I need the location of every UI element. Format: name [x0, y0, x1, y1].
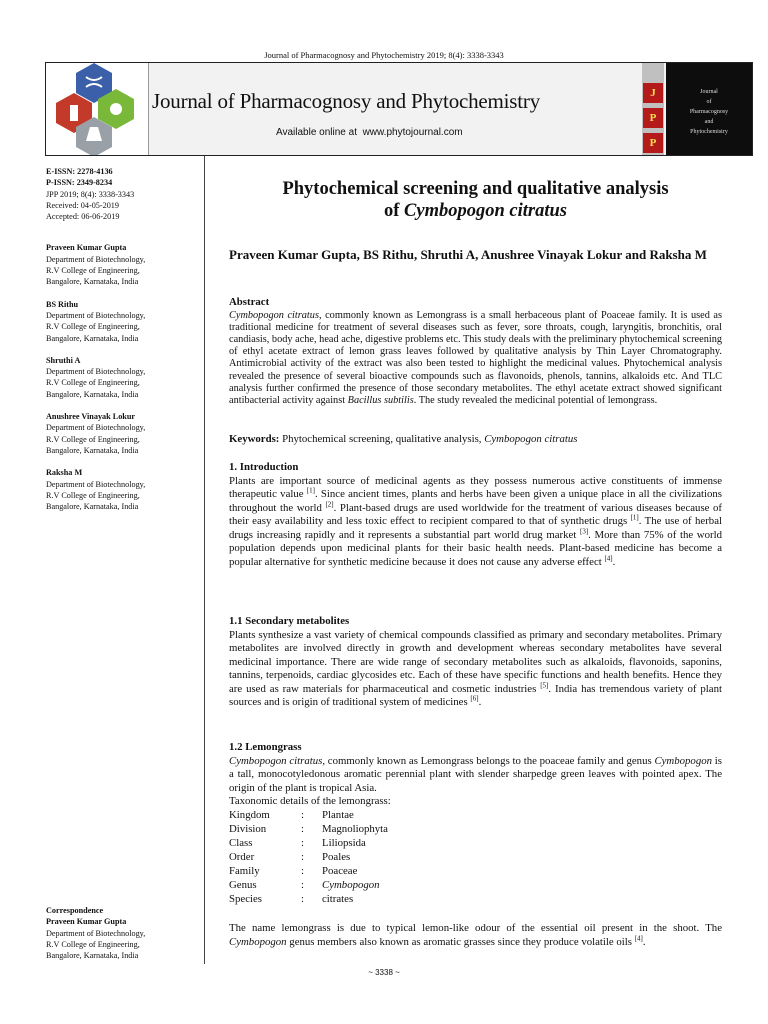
affiliation-block [46, 355, 206, 400]
affiliation-college: R.V College of Engineering, [46, 322, 140, 332]
keywords-label: Keywords: [229, 433, 280, 445]
affiliation-dept: Department of Biotechnology, [46, 254, 146, 264]
affiliation-college: R.V College of Engineering, [46, 378, 140, 388]
intro-text: . More than 75% of the world population depends upon medicinal plants for their basic health needs. Plant-based medicine has become a popular alternative for synthetic medicine because it does not cause any adverse effect [229, 528, 722, 568]
tax-value: Poales [322, 850, 351, 863]
affiliation-name: Anushree Vinayak Lokur [46, 412, 136, 422]
abstract-species: Cymbopogon citratus [229, 309, 319, 321]
tax-rank: Order [229, 850, 255, 863]
received-date: Received: 04-05-2019 [46, 200, 119, 210]
tax-value: Liliopsida [322, 836, 366, 849]
citation-ref[interactable]: [5] [540, 680, 549, 689]
jpp-letter-p2: P [643, 133, 663, 153]
keywords-line [229, 433, 722, 447]
article-title [229, 178, 722, 222]
affiliation-city: Bangalore, Karnataka, India [46, 389, 139, 399]
sec11-text: . India has tremendous variety of plant sources and is origin of traditional system of medicines [229, 682, 723, 708]
tax-sep: : [301, 808, 304, 821]
taxonomy-row [229, 837, 388, 851]
affiliation-name: Praveen Kumar Gupta [46, 243, 127, 253]
intro-text: Plants are important source of medicinal agents as they possess numerous active constituents of immense therapeutic value [229, 474, 722, 500]
last-text: genus members also known as aromatic grasses since they produce volatile oils [286, 935, 635, 948]
title-of: of [384, 201, 400, 221]
sec12-text: is a tall, monocotyledonous aromatic perennial plant with slender sharpedge green leaves with pointed apex. The origin of the plant is tropical Asia. [229, 754, 722, 794]
title-line-1: Phytochemical screening and qualitative analysis [282, 179, 669, 199]
tax-sep: : [301, 836, 304, 849]
correspondence-block [46, 905, 206, 961]
accepted-date: Accepted: 06-06-2019 [46, 212, 120, 222]
abstract-heading: Abstract [229, 296, 270, 308]
side-text-line: Phytochemistry [690, 129, 728, 135]
journal-side-label [666, 63, 752, 155]
sec12-species: Cymbopogon citratus [229, 754, 323, 767]
title-species: Cymbopogon citratus [404, 201, 567, 221]
correspondence-dept: Department of Biotechnology, [46, 928, 146, 938]
correspondence-city: Bangalore, Karnataka, India [46, 951, 139, 961]
citation-ref[interactable]: [4] [604, 553, 613, 562]
abstract-section [229, 296, 722, 407]
tax-rank: Kingdom [229, 808, 270, 821]
running-head: Journal of Pharmacognosy and Phytochemistry 2019; 8(4): 3338-3343 [264, 50, 504, 60]
citation-ref[interactable]: [1] [630, 513, 639, 522]
sec12-text: , commonly known as Lemongrass belongs to the poaceae family and genus [322, 754, 655, 767]
sec11-text: Plants synthesize a vast variety of chemical compounds classified as primary and secondary metabolites. Primary metabolites are involved directly in growth and development whereas secondary metabolites have several medicinal importance. There are wide range of secondary metabolites such as alkaloids, flavonoids, saponins, tannins, terpenoids, cardiac glycosides etc. Each of these have specific functions and health benefits. Hence they are used as raw materials for pharmaceutical and cosmetic industries [229, 628, 722, 695]
affiliation-college: R.V College of Engineering, [46, 490, 140, 500]
last-text: The name lemongrass is due to typical lemon-like odour of the essential oil present in the shoot. The [229, 922, 722, 934]
secondary-metabolites-section [229, 615, 722, 710]
taxonomy-table [229, 809, 388, 907]
affiliation-dept: Department of Biotechnology, [46, 310, 146, 320]
tax-sep: : [301, 878, 304, 891]
journal-banner [45, 62, 753, 156]
available-label: Available online at [276, 127, 357, 138]
affiliation-name: Raksha M [46, 468, 83, 478]
citation-ref[interactable]: [2] [325, 499, 334, 508]
side-text-line: and [704, 119, 714, 125]
citation-ref[interactable]: [1] [306, 486, 315, 495]
sec11-heading: 1.1 Secondary metabolites [229, 615, 350, 627]
tax-sep: : [301, 864, 304, 877]
tax-value: citrates [322, 892, 354, 905]
tax-sep: : [301, 892, 304, 905]
affiliation-college: R.V College of Engineering, [46, 434, 140, 444]
taxonomy-row [229, 879, 388, 893]
tax-rank: Species [229, 892, 262, 905]
correspondence-name: Praveen Kumar Gupta [46, 917, 127, 927]
tax-value: Poaceae [322, 864, 358, 877]
affiliation-block [46, 242, 206, 287]
affiliation-name: Shruthi A [46, 355, 81, 365]
sec11-body [229, 629, 722, 710]
taxonomy-row [229, 809, 388, 823]
tax-rank: Division [229, 822, 267, 835]
intro-text: . Plant-based drugs are used worldwide for the treatment of various diseases because of their easy availability and less toxic effect to recipient compared to that of synthetic drugs [229, 501, 722, 527]
tax-rank: Class [229, 836, 253, 849]
keywords-text: Phytochemical screening, qualitative analysis, [279, 433, 485, 445]
tax-rank: Genus [229, 878, 257, 891]
taxonomy-row [229, 865, 388, 879]
pissn: P-ISSN: 2349-8234 [46, 178, 113, 188]
availability-line [276, 127, 463, 138]
keywords-species: Cymbopogon citratus [484, 433, 578, 445]
sec11-text: . [478, 696, 482, 708]
affiliation-block [46, 467, 206, 512]
tax-value: Cymbopogon [322, 878, 380, 891]
tax-value: Plantae [322, 808, 354, 821]
tax-rank: Family [229, 864, 260, 877]
side-text-line: of [706, 99, 712, 105]
affiliation-dept: Department of Biotechnology, [46, 367, 146, 377]
citation-ref[interactable]: [6] [470, 694, 479, 703]
side-text-line: Pharmacognosy [689, 109, 729, 115]
affiliation-dept: Department of Biotechnology, [46, 479, 146, 489]
abstract-body [229, 310, 722, 408]
intro-text: . The use of herbal drugs increasing rapidly and it represents a substantial part world drug market [229, 515, 723, 541]
citation-ref[interactable]: [4] [634, 933, 643, 942]
affiliation-dept: Department of Biotechnology, [46, 423, 146, 433]
intro-body [229, 475, 722, 570]
affiliation-city: Bangalore, Karnataka, India [46, 445, 139, 455]
journal-logo [46, 63, 149, 155]
sec12-body [229, 755, 722, 796]
correspondence-college: R.V College of Engineering, [46, 939, 140, 949]
intro-heading: 1. Introduction [229, 461, 299, 473]
affiliation-name: BS Rithu [46, 299, 79, 309]
jpp-letter-strip [642, 63, 664, 155]
title-line-2 [229, 200, 722, 222]
lemongrass-odour-paragraph [229, 922, 722, 949]
citation-ref[interactable]: [3] [580, 526, 589, 535]
tax-value: Magnoliophyta [322, 822, 388, 835]
last-text: . [642, 935, 646, 948]
affiliation-city: Bangalore, Karnataka, India [46, 277, 139, 287]
affiliation-city: Bangalore, Karnataka, India [46, 502, 139, 512]
taxonomy-row [229, 851, 388, 865]
journal-url[interactable]: www.phytojournal.com [362, 127, 463, 138]
journal-logo-graphic [46, 63, 148, 155]
sec12-genus: Cymbopogon [654, 754, 713, 767]
tax-sep: : [301, 822, 304, 835]
journal-title: Journal of Pharmacognosy and Phytochemistry [152, 89, 541, 113]
abstract-text-end: . The study revealed the medicinal potential of lemongrass. [413, 394, 658, 406]
taxonomy-row [229, 893, 388, 907]
affiliation-block [46, 299, 206, 344]
introduction-section [229, 461, 722, 569]
affiliation-college: R.V College of Engineering, [46, 266, 140, 276]
page-number: ~ 3338 ~ [368, 968, 400, 977]
eissn: E-ISSN: 2278-4136 [46, 167, 113, 176]
affiliation-city: Bangalore, Karnataka, India [46, 333, 139, 343]
intro-text: . [612, 555, 616, 568]
abstract-bacillus: Bacillus subtilis [347, 394, 414, 406]
taxonomy-intro: Taxonomic details of the lemongrass: [229, 795, 391, 807]
jpp-citation: JPP 2019; 8(4): 3338-3343 [46, 189, 135, 199]
taxonomy-row [229, 823, 388, 837]
lemongrass-section [229, 741, 722, 907]
last-genus: Cymbopogon [229, 935, 287, 948]
jpp-letter-j: J [643, 83, 663, 103]
affiliation-block [46, 411, 206, 456]
sec12-heading: 1.2 Lemongrass [229, 741, 302, 753]
jpp-letter-p1: P [643, 108, 663, 128]
left-metadata-column [46, 166, 206, 512]
abstract-text: , commonly known as Lemongrass is a small herbaceous plant of Poaceae family. It is used as traditional medicine for treatment of several diseases such as fever, sore throats, cough, laryngitis, bronchitis, oral candiasis, body ache, head ache, digestive problems etc. This study deals with the preliminary phytochemical screening of ethyl acetate extract of lemon grass leaves followed by qualitative analysis by Thin Layer Chromatography. Antimicrobial activity of the extract was also been tested to highlight the medicinal values. Phytochemical analysis revealed the presence of several bioactive compounds such as flavonoids, phenols, tannins, alkaloids etc. And TLC analysis further confirmed the presence of those secondary metabolites. The ethyl acetate extract showed significant antibacterial activity against [229, 309, 722, 406]
side-text-line: Journal [700, 89, 718, 95]
intro-text: . Since ancient times, plants and herbs have been given a unique place in all the civilizations throughout the world [229, 488, 722, 514]
article-authors: Praveen Kumar Gupta, BS Rithu, Shruthi A, Anushree Vinayak Lokur and Raksha M [229, 247, 707, 262]
correspondence-label: Correspondence [46, 906, 104, 915]
tax-sep: : [301, 850, 304, 863]
